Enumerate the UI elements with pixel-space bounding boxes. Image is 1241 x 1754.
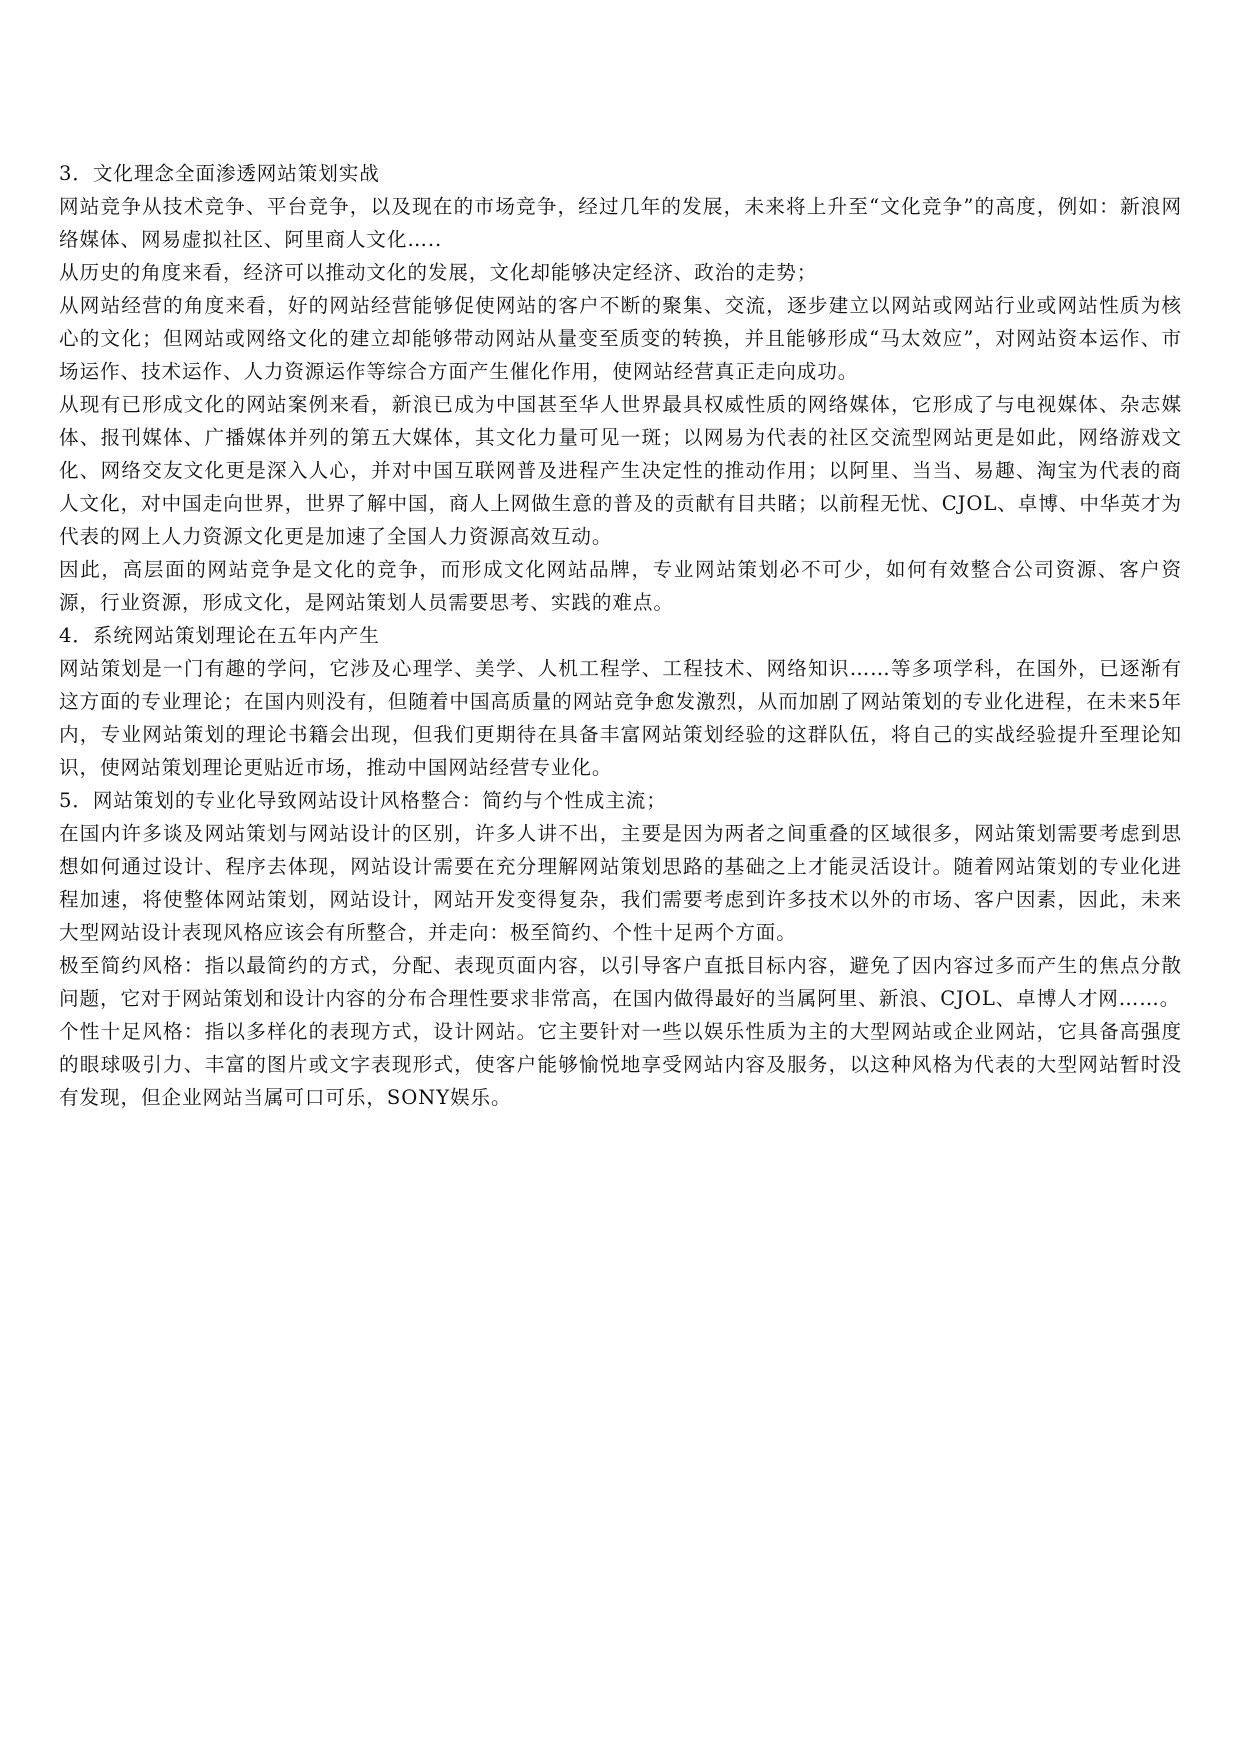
section-3-paragraph-3: 从网站经营的角度来看，好的网站经营能够促使网站的客户不断的聚集、交流，逐步建立以网站或网站行业或网站性质为核心的文化；但网站或网络文化的建立却能够带动网站从量变至质变的转换，并且能够形成“马太效应”，对网站资本运作、市场运作、技术运作、人力资源运作等综合方面产生催化作用，使网站经营真正走向成功。 xyxy=(59,294,1182,383)
section-4-paragraph-1: 网站策划是一门有趣的学问，它涉及心理学、美学、人机工程学、工程技术、网络知识……等多项学科，在国外，已逐渐有这方面的专业理论；在国内则没有，但随着中国高质量的网站竞争愈发激烈，从而加剧了网站策划的专业化进程，在未来5年内，专业网站策划的理论书籍会出现，但我们更期待在具备丰富网站策划经验的这群队伍，将自己的实战经验提升至理论知识，使网站策划理论更贴近市场，推动中国网站经营专业化。 xyxy=(59,657,1182,779)
section-3-paragraph-2: 从历史的角度来看，经济可以推动文化的发展，文化却能够决定经济、政治的走势； xyxy=(59,261,818,284)
section-5-paragraph-2: 极至简约风格：指以最简约的方式，分配、表现页面内容，以引导客户直抵目标内容，避免了因内容过多而产生的焦点分散问题，它对于网站策划和设计内容的分布合理性要求非常高，在国内做得最好的当属阿里、新浪、CJOL、卓博人才网……。 xyxy=(59,954,1182,1010)
section-5-paragraph-1: 在国内许多谈及网站策划与网站设计的区别，许多人讲不出，主要是因为两者之间重叠的区域很多，网站策划需要考虑到思想如何通过设计、程序去体现，网站设计需要在充分理解网站策划思路的基础之上才能灵活设计。随着网站策划的专业化进程加速，将使整体网站策划，网站设计，网站开发变得复杂，我们需要考虑到许多技术以外的市场、客户因素，因此，未来大型网站设计表现风格应该会有所整合，并走向：极至简约、个性十足两个方面。 xyxy=(59,822,1182,944)
section-5-heading: 5．网站策划的专业化导致网站设计风格整合：简约与个性成主流； xyxy=(59,789,667,812)
section-4-heading: 4．系统网站策划理论在五年内产生 xyxy=(59,624,380,647)
section-3-heading: 3．文化理念全面渗透网站策划实战 xyxy=(59,162,380,185)
section-5-paragraph-3: 个性十足风格：指以多样化的表现方式，设计网站。它主要针对一些以娱乐性质为主的大型网站或企业网站，它具备高强度的眼球吸引力、丰富的图片或文字表现形式，使客户能够愉悦地享受网站内容及服务，以这种风格为代表的大型网站暂时没有发现，但企业网站当属可口可乐，SONY娱乐。 xyxy=(59,1020,1182,1109)
section-3-paragraph-4: 从现有已形成文化的网站案例来看，新浪已成为中国甚至华人世界最具权威性质的网络媒体，它形成了与电视媒体、杂志媒体、报刊媒体、广播媒体并列的第五大媒体，其文化力量可见一斑；以网易为代表的社区交流型网站更是如此，网络游戏文化、网络交友文化更是深入人心，并对中国互联网普及进程产生决定性的推动作用；以阿里、当当、易趣、淘宝为代表的商人文化，对中国走向世界，世界了解中国，商人上网做生意的普及的贡献有目共睹；以前程无忧、CJOL、卓博、中华英才为代表的网上人力资源文化更是加速了全国人力资源高效互动。 xyxy=(59,393,1182,548)
section-3-paragraph-1: 网站竞争从技术竞争、平台竞争，以及现在的市场竞争，经过几年的发展，未来将上升至“文化竞争”的高度，例如：新浪网络媒体、网易虚拟社区、阿里商人文化….. xyxy=(59,195,1182,251)
document-page xyxy=(59,157,1182,1114)
section-3-paragraph-5: 因此，高层面的网站竞争是文化的竞争，而形成文化网站品牌，专业网站策划必不可少，如何有效整合公司资源、客户资源，行业资源，形成文化，是网站策划人员需要思考、实践的难点。 xyxy=(59,558,1182,614)
